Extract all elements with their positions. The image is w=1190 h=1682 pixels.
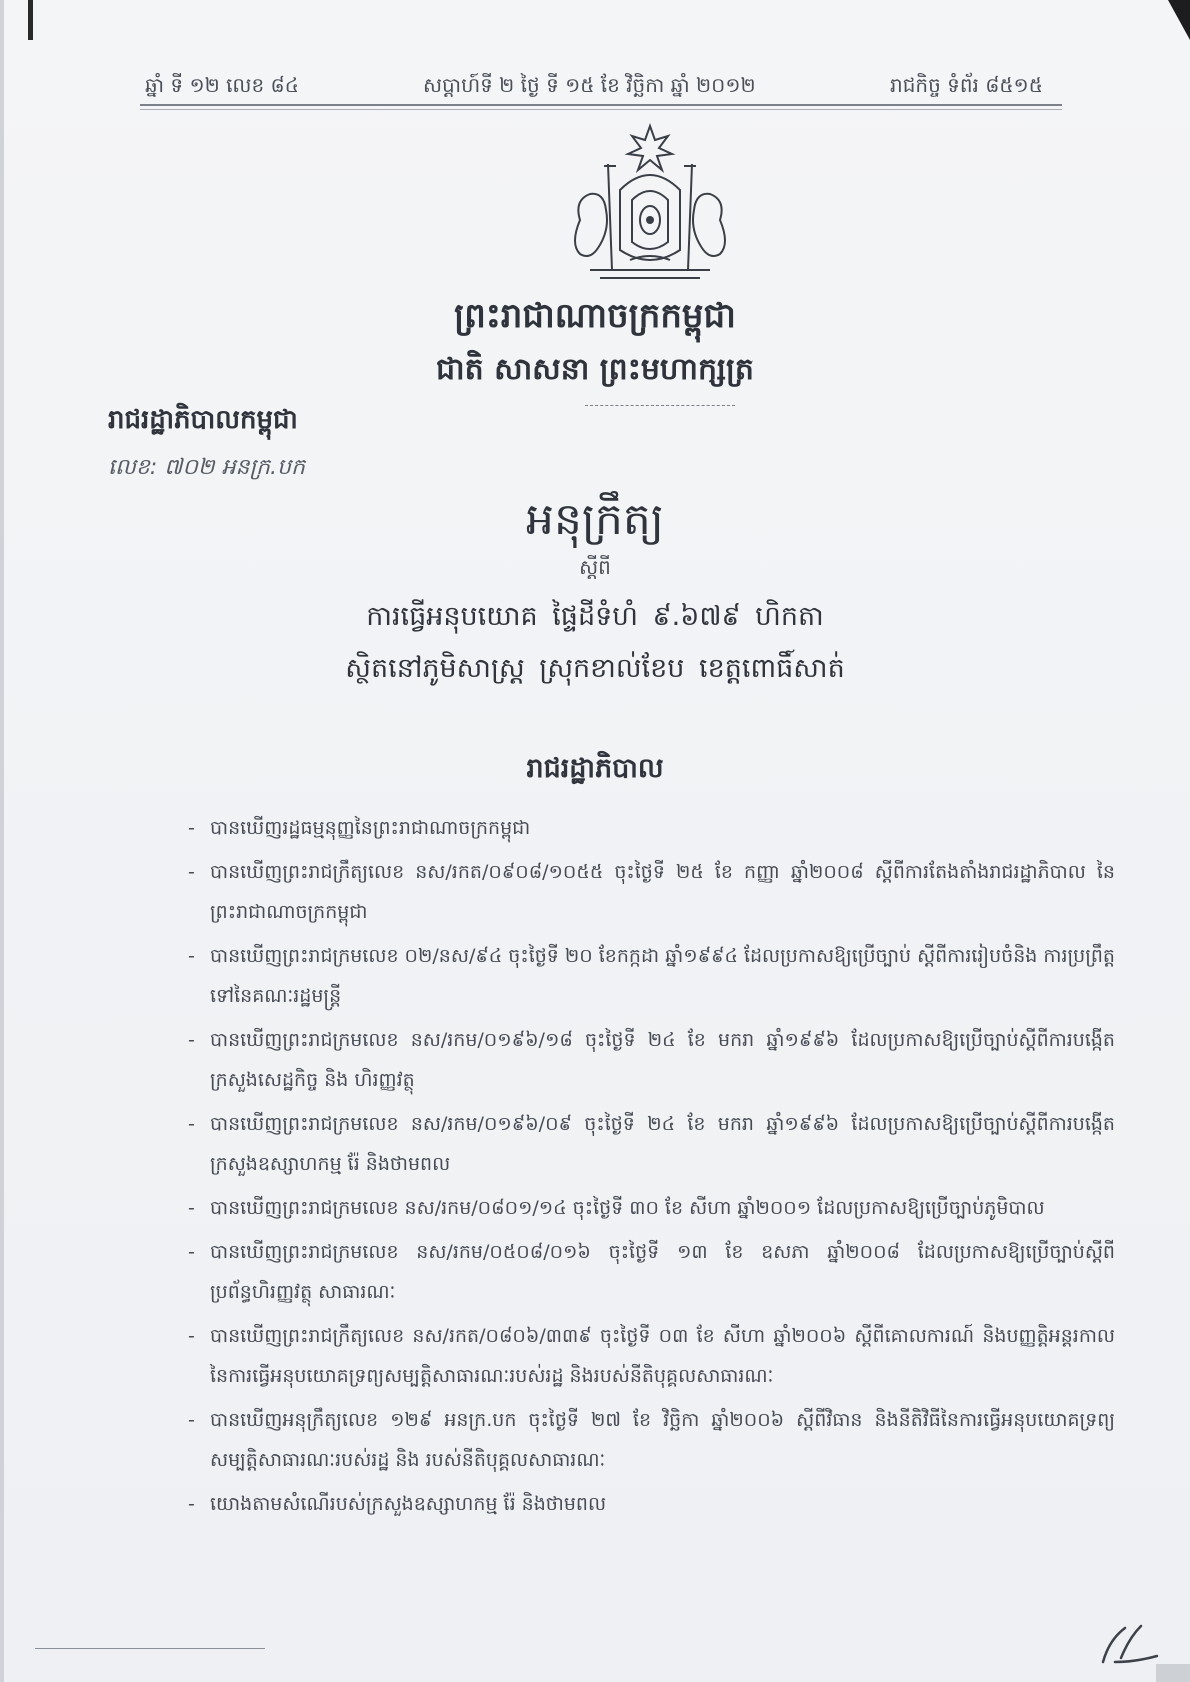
handwritten-initials bbox=[1095, 1618, 1165, 1668]
list-dash: - bbox=[188, 1241, 195, 1263]
issuer-heading: រាជរដ្ឋាភិបាល bbox=[526, 753, 664, 784]
list-dash: - bbox=[188, 1113, 195, 1135]
preamble-item bbox=[188, 1232, 1115, 1312]
preamble-item bbox=[188, 1104, 1115, 1184]
royal-arms-emblem-icon bbox=[560, 120, 740, 285]
folded-corner bbox=[1168, 0, 1190, 40]
preamble-text: យោងតាមសំណើរបស់ក្រសួងឧស្សាហកម្ម រ៉ែ និងថាមពល bbox=[210, 1493, 607, 1515]
preamble-text: បានឃើញព្រះរាជក្រមលេខ ០២/នស/៩៤ ចុះថ្ងៃទី ២០ ខែកក្កដា ឆ្នាំ១៩៩៤ ដែលប្រកាសឱ្យប្រើច្បាប់ ស្តីពីការរៀបចំនិង ការប្រព្រឹត្តទៅនៃគណៈរដ្ឋមន្ត្រី bbox=[210, 945, 1115, 1007]
national-motto: ជាតិ សាសនា ព្រះមហាក្សត្រ bbox=[436, 352, 754, 387]
gazette-issue: ឆ្នាំ ទី ១២ លេខ ៨៤ bbox=[145, 73, 299, 97]
preamble-text: បានឃើញព្រះរាជក្រមលេខ នស/រកម/០១៩៦/០៩ ចុះថ្ងៃទី ២៤ ខែ មករា ឆ្នាំ១៩៩៦ ដែលប្រកាសឱ្យប្រើច្បាប់ស្តីពីការបង្កើតក្រសួងឧស្សាហកម្ម រ៉ែ និងថាមពល bbox=[210, 1113, 1115, 1175]
document-type: អនុក្រឹត្យ bbox=[526, 494, 664, 545]
preamble-item bbox=[188, 936, 1115, 1016]
list-dash: - bbox=[188, 1029, 195, 1051]
preamble-text: បានឃើញព្រះរាជក្រមលេខ នស/រកម/០៨០១/១៤ ចុះថ្ងៃទី ៣០ ខែ សីហា ឆ្នាំ២០០១ ដែលប្រកាសឱ្យប្រើច្បាប់ភូមិបាល bbox=[210, 1197, 1045, 1219]
document-about: ស្តីពី bbox=[579, 555, 611, 579]
scan-edge bbox=[0, 0, 4, 1682]
motto-divider bbox=[585, 405, 735, 410]
list-dash: - bbox=[188, 1409, 195, 1431]
preamble-text: បានឃើញព្រះរាជក្រមលេខ នស/រកម/០១៩៦/១៨ ចុះថ្ងៃទី ២៤ ខែ មករា ឆ្នាំ១៩៩៦ ដែលប្រកាសឱ្យប្រើច្បាប់ស្តីពីការបង្កើតក្រសួងសេដ្ឋកិច្ច និង ហិរញ្ញវត្ថុ bbox=[210, 1029, 1115, 1091]
preamble-list bbox=[188, 808, 1115, 1528]
list-dash: - bbox=[188, 1493, 195, 1515]
document-number: លេខ: ៧០២ អនក្រ.បក bbox=[108, 455, 305, 480]
list-dash: - bbox=[188, 945, 195, 967]
government-block bbox=[108, 403, 305, 485]
preamble-item bbox=[188, 1484, 1115, 1524]
footer-divider bbox=[35, 1648, 265, 1649]
header-divider bbox=[140, 104, 1062, 110]
list-dash: - bbox=[188, 817, 195, 839]
preamble-text: បានឃើញអនុក្រឹត្យលេខ ១២៩ អនក្រ.បក ចុះថ្ងៃទី ២៧ ខែ វិច្ឆិកា ឆ្នាំ២០០៦ ស្តីពីវិធាន និងនីតិវិធីនៃការធ្វើអនុបយោគទ្រព្យសម្បត្តិសាធារណៈរបស់រដ្ឋ និង របស់នីតិបុគ្គលសាធារណៈ bbox=[210, 1409, 1115, 1471]
scan-mark bbox=[28, 0, 33, 40]
preamble-text: បានឃើញព្រះរាជក្រឹត្យលេខ នស/រកត/០៩០៨/១០៥៥ ចុះថ្ងៃទី ២៥ ខែ កញ្ញា ឆ្នាំ២០០៨ ស្តីពីការតែងតាំងរាជរដ្ឋាភិបាល នៃព្រះរាជាណាចក្រកម្ពុជា bbox=[210, 861, 1115, 923]
gazette-header bbox=[145, 66, 1065, 106]
preamble-item bbox=[188, 852, 1115, 932]
list-dash: - bbox=[188, 861, 195, 883]
government-title: រាជរដ្ឋាភិបាលកម្ពុជា bbox=[108, 405, 298, 435]
preamble-item bbox=[188, 808, 1115, 848]
gazette-date: សប្តាហ៍ទី ២ ថ្ងៃ ទី ១៥ ខែ វិច្ឆិកា ឆ្នាំ ២០១២ bbox=[423, 73, 756, 97]
preamble-item bbox=[188, 1188, 1115, 1228]
kingdom-title: ព្រះរាជាណាចក្រកម្ពុជា bbox=[454, 296, 736, 336]
scan-corner bbox=[1156, 1664, 1190, 1682]
preamble-item bbox=[188, 1316, 1115, 1396]
preamble-item bbox=[188, 1020, 1115, 1100]
document-subject-line-1: ការធ្វើអនុបយោគ ផ្ទៃដីទំហំ ៩.៦៧៩ ហិកតា bbox=[366, 601, 824, 632]
document-subject-line-2: ស្ថិតនៅភូមិសាស្ត្រ ស្រុកខាល់ខែប ខេត្តពោធិ៍សាត់ bbox=[345, 653, 845, 684]
preamble-text: បានឃើញព្រះរាជក្រមលេខ នស/រកម/០៥០៨/០១៦ ចុះថ្ងៃទី ១៣ ខែ ឧសភា ឆ្នាំ២០០៨ ដែលប្រកាសឱ្យប្រើច្បាប់ស្តីពីប្រព័ន្ធហិរញ្ញវត្ថុ សាធារណៈ bbox=[210, 1241, 1115, 1303]
preamble-item bbox=[188, 1400, 1115, 1480]
preamble-text: បានឃើញរដ្ឋធម្មនុញ្ញនៃព្រះរាជាណាចក្រកម្ពុជា bbox=[210, 817, 531, 839]
list-dash: - bbox=[188, 1197, 195, 1219]
gazette-page: រាជកិច្ច ទំព័រ ៨៥១៥ bbox=[890, 73, 1043, 97]
list-dash: - bbox=[188, 1325, 195, 1347]
preamble-text: បានឃើញព្រះរាជក្រឹត្យលេខ នស/រកត/០៨០៦/៣៣៩ ចុះថ្ងៃទី ០៣ ខែ សីហា ឆ្នាំ២០០៦ ស្តីពីគោលការណ៍ និងបញ្ញត្តិអន្តរកាល នៃការធ្វើអនុបយោគទ្រព្យសម្បត្តិសាធារណៈរបស់រដ្ឋ និងរបស់នីតិបុគ្គលសាធារណៈ bbox=[210, 1325, 1115, 1387]
